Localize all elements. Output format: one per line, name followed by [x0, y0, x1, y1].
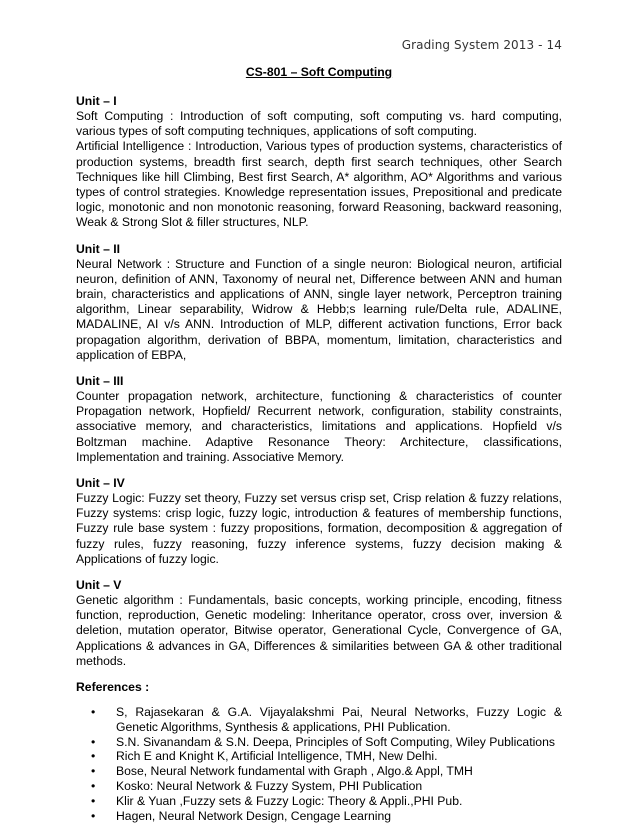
unit-paragraph: Counter propagation network, architecture, functioning & characteristics of counter Propagation network, Hopfield/ Recurrent network, configuration, stability constraints, associative memory, and characteristics, limitations and applications. Hopfield v/s Boltzman machine. Adaptive Resonance Theory: Architecture, classifications, Implementation and training. Associative Memory. [76, 389, 562, 464]
reference-item [76, 764, 562, 779]
unit-paragraph: Genetic algorithm : Fundamentals, basic concepts, working principle, encoding, fitness function, reproduction, Genetic modeling: Inheritance operator, cross over, inversion & deletion, mutation operator, Bitwise operator, Generational Cycle, Convergence of GA, Applications & advances in GA, Differences & similarities between GA & other traditional methods. [76, 593, 562, 668]
reference-text: Kosko: Neural Network & Fuzzy System, PHI Publication [116, 779, 423, 794]
reference-item [76, 705, 562, 735]
unit-body [76, 491, 562, 567]
unit-body [76, 257, 562, 363]
syllabus-content [76, 94, 562, 823]
reference-item [76, 749, 562, 764]
unit-4 [76, 476, 562, 567]
unit-heading: Unit – IV [76, 476, 125, 491]
unit-heading: Unit – V [76, 578, 122, 593]
unit-heading: Unit – II [76, 241, 121, 256]
reference-text: Klir & Yuan ,Fuzzy sets & Fuzzy Logic: Theory & Appli.,PHI Pub. [116, 793, 463, 808]
unit-body [76, 593, 562, 669]
reference-item [76, 809, 562, 824]
references-heading: References : [76, 680, 150, 695]
unit-body [76, 389, 562, 465]
bullet-icon: • [91, 779, 96, 794]
page-title: CS-801 – Soft Computing [245, 65, 393, 79]
bullet-icon: • [91, 793, 96, 808]
reference-text: Hagen, Neural Network Design, Cengage Learning [116, 808, 392, 823]
reference-item [76, 735, 562, 750]
reference-text: S.N. Sivanandam & S.N. Deepa, Principles of Soft Computing, Wiley Publications [116, 734, 555, 749]
references-list [76, 705, 562, 823]
reference-item [76, 779, 562, 794]
unit-heading: Unit – I [76, 94, 117, 108]
bullet-icon: • [91, 749, 96, 764]
reference-text: S, Rajasekaran & G.A. Vijayalakshmi Pai, Neural Networks, Fuzzy Logic & Genetic Algorithms, Synthesis & applications, PHI Publication. [116, 705, 562, 734]
bullet-icon: • [91, 808, 96, 823]
unit-5 [76, 578, 562, 669]
unit-paragraph: Neural Network : Structure and Function of a single neuron: Biological neuron, artificial neuron, definition of ANN, Taxonomy of neural net, Difference between ANN and human brain, characteristics and applications of ANN, single layer network, Perceptron training algorithm, Linear separability, Widrow & Hebb;s learning rule/Delta rule, ADALINE, MADALINE, AI v/s ANN. Introduction of MLP, different activation functions, Error back propagation algorithm, derivation of BBPA, momentum, limitation, characteristics and application of EBPA, [76, 256, 562, 362]
reference-item [76, 794, 562, 809]
unit-2 [76, 242, 562, 363]
bullet-icon: • [91, 764, 96, 779]
running-header: Grading System 2013 - 14 [401, 38, 562, 52]
unit-paragraph: Fuzzy Logic: Fuzzy set theory, Fuzzy set versus crisp set, Crisp relation & fuzzy relations, Fuzzy systems: crisp logic, fuzzy logic, introduction & features of membership functions, Fuzzy rule base system : fuzzy propositions, formation, decomposition & aggregation of fuzzy rules, fuzzy reasoning, fuzzy inference systems, fuzzy decision making & Applications of fuzzy logic. [76, 491, 562, 566]
unit-1 [76, 94, 562, 231]
unit-heading: Unit – III [76, 374, 124, 389]
reference-text: Bose, Neural Network fundamental with Graph , Algo.& Appl, TMH [116, 764, 473, 779]
unit-3 [76, 374, 562, 465]
unit-body [76, 109, 562, 231]
unit-paragraph: Artificial Intelligence : Introduction, Various types of production systems, characteristics of production systems, breadth first search, depth first search techniques, other Search Techniques like hill Climbing, Best first Search, A* algorithm, AO* Algorithms and various types of control strategies. Knowledge representation issues, Prepositional and predicate logic, monotonic and non monotonic reasoning, forward Reasoning, backward reasoning, Weak & Strong Slot & filler structures, NLP. [76, 139, 562, 230]
unit-paragraph: Soft Computing : Introduction of soft computing, soft computing vs. hard computing, various types of soft computing techniques, applications of soft computing. [76, 109, 562, 139]
reference-text: Rich E and Knight K, Artificial Intelligence, TMH, New Delhi. [116, 749, 438, 764]
bullet-icon: • [91, 734, 96, 749]
bullet-icon: • [91, 705, 96, 720]
